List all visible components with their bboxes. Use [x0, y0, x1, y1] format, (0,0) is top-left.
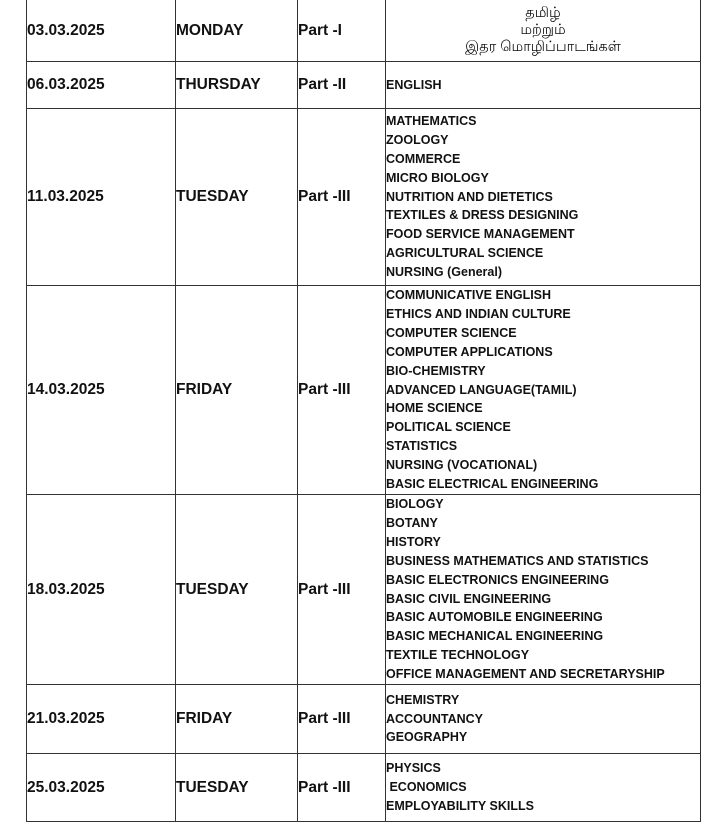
subject-item: CHEMISTRY: [386, 692, 460, 707]
exam-day: FRIDAY: [176, 286, 298, 495]
subject-item: POLITICAL SCIENCE: [386, 420, 511, 435]
subject-item: BASIC CIVIL ENGINEERING: [386, 591, 552, 606]
subject-item: OFFICE MANAGEMENT AND SECRETARYSHIP: [386, 667, 665, 682]
subject-list: [386, 494, 701, 684]
exam-part: Part -I: [298, 0, 386, 62]
subject-item: TEXTILES & DRESS DESIGNING: [386, 208, 579, 223]
subject-item: COMPUTER SCIENCE: [386, 325, 517, 340]
exam-day: THURSDAY: [176, 62, 298, 109]
subject-item: PHYSICS: [386, 761, 441, 776]
subject-list: [386, 754, 701, 822]
exam-part: Part -III: [298, 109, 386, 286]
subject-item: EMPLOYABILITY SKILLS: [386, 798, 534, 813]
subject-list: [386, 109, 701, 286]
subject-list: [386, 685, 701, 754]
subject-item: TEXTILE TECHNOLOGY: [386, 648, 530, 663]
exam-date: 14.03.2025: [27, 286, 176, 495]
subject-item: ADVANCED LANGUAGE(TAMIL): [386, 382, 577, 397]
exam-part: Part -III: [298, 685, 386, 754]
table-row: [27, 62, 701, 109]
subject-item: HISTORY: [386, 534, 441, 549]
subject-list: [386, 286, 701, 495]
subject-item: AGRICULTURAL SCIENCE: [386, 246, 544, 261]
subject-item: NURSING (General): [386, 265, 502, 280]
subject-item: MICRO BIOLOGY: [386, 170, 489, 185]
exam-day: TUESDAY: [176, 754, 298, 822]
subject-item: BUSINESS MATHEMATICS AND STATISTICS: [386, 553, 649, 568]
exam-day: TUESDAY: [176, 109, 298, 286]
exam-date: 06.03.2025: [27, 62, 176, 109]
table-row: [27, 0, 701, 62]
subject-item: இதர மொழிப்பாடங்கள்: [465, 39, 621, 55]
table-row: [27, 685, 701, 754]
exam-date: 03.03.2025: [27, 0, 176, 62]
exam-schedule-table: [26, 0, 701, 822]
table-row: [27, 754, 701, 822]
subject-item: NURSING (VOCATIONAL): [386, 458, 538, 473]
exam-date: 25.03.2025: [27, 754, 176, 822]
table-row: [27, 109, 701, 286]
subject-item: HOME SCIENCE: [386, 401, 483, 416]
subject-item: ACCOUNTANCY: [386, 711, 483, 726]
subject-item: மற்றும்: [520, 22, 566, 38]
exam-date: 18.03.2025: [27, 494, 176, 684]
subject-item: BIO-CHEMISTRY: [386, 363, 486, 378]
exam-day: FRIDAY: [176, 685, 298, 754]
exam-day: MONDAY: [176, 0, 298, 62]
subject-item: BASIC MECHANICAL ENGINEERING: [386, 629, 604, 644]
subject-item: ENGLISH: [386, 77, 442, 92]
exam-date: 21.03.2025: [27, 685, 176, 754]
exam-part: Part -III: [298, 494, 386, 684]
table-row: [27, 494, 701, 684]
table-row: [27, 286, 701, 495]
subject-item: BASIC ELECTRICAL ENGINEERING: [386, 477, 599, 492]
subject-item: COMMERCE: [386, 151, 461, 166]
subject-list: [386, 0, 701, 62]
subject-item: ETHICS AND INDIAN CULTURE: [386, 306, 571, 321]
subject-item: COMMUNICATIVE ENGLISH: [386, 288, 552, 302]
subject-item: NUTRITION AND DIETETICS: [386, 189, 553, 204]
subject-item: ECONOMICS: [386, 780, 467, 795]
exam-schedule-body: [27, 0, 701, 822]
subject-item: GEOGRAPHY: [386, 730, 468, 745]
subject-item: COMPUTER APPLICATIONS: [386, 344, 553, 359]
subject-item: BOTANY: [386, 515, 438, 530]
subject-item: BASIC AUTOMOBILE ENGINEERING: [386, 610, 603, 625]
subject-item: MATHEMATICS: [386, 113, 477, 128]
subject-item: தமிழ்: [525, 5, 561, 21]
exam-part: Part -II: [298, 62, 386, 109]
exam-day: TUESDAY: [176, 494, 298, 684]
exam-part: Part -III: [298, 286, 386, 495]
exam-date: 11.03.2025: [27, 109, 176, 286]
subject-item: BIOLOGY: [386, 496, 444, 511]
exam-part: Part -III: [298, 754, 386, 822]
subject-list: [386, 62, 701, 109]
subject-item: FOOD SERVICE MANAGEMENT: [386, 227, 575, 242]
subject-item: BASIC ELECTRONICS ENGINEERING: [386, 572, 609, 587]
subject-item: ZOOLOGY: [386, 132, 449, 147]
subject-item: STATISTICS: [386, 439, 458, 454]
